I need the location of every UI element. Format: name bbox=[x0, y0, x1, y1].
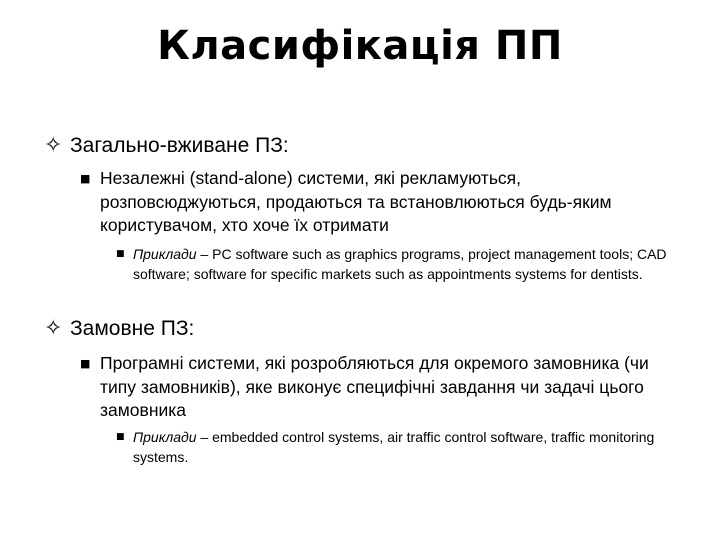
list-item bbox=[80, 167, 680, 238]
example-text bbox=[133, 428, 673, 467]
four-point-star-icon: ✧ bbox=[44, 133, 63, 158]
example-text bbox=[133, 245, 673, 284]
square-bullet-icon: ■ bbox=[116, 432, 125, 442]
section-heading-label: Замовне ПЗ: bbox=[70, 317, 195, 340]
example-lead: Приклади bbox=[133, 429, 197, 445]
list-item bbox=[80, 352, 680, 423]
example-body: – embedded control systems, air traffic control software, traffic monitoring systems. bbox=[133, 429, 655, 465]
square-bullet-icon: ■ bbox=[116, 249, 125, 259]
example-item bbox=[116, 245, 676, 284]
section-heading-custom bbox=[44, 315, 194, 343]
example-body: – PC software such as graphics programs, project management tools; CAD software; software for specific markets such as appointments systems for dentists. bbox=[133, 246, 667, 282]
list-item-text: Незалежні (stand-alone) системи, які рекламуються, розповсюджуються, продаються та встановлюються будь-яким користувачом, хто хоче їх отримати bbox=[100, 168, 612, 235]
example-item bbox=[116, 428, 676, 467]
square-bullet-icon: ■ bbox=[80, 357, 91, 370]
square-bullet-icon: ■ bbox=[80, 172, 91, 185]
slide-title: Класифікація ПП bbox=[157, 23, 563, 69]
section-heading-general bbox=[44, 132, 289, 160]
section-heading-label: Загально-вживане ПЗ: bbox=[70, 134, 289, 157]
example-lead: Приклади bbox=[133, 246, 197, 262]
four-point-star-icon: ✧ bbox=[44, 316, 63, 341]
list-item-text: Програмні системи, які розробляються для окремого замовника (чи типу замовників), яке виконує специфічні завдання чи задачі цього замовника bbox=[100, 353, 649, 420]
